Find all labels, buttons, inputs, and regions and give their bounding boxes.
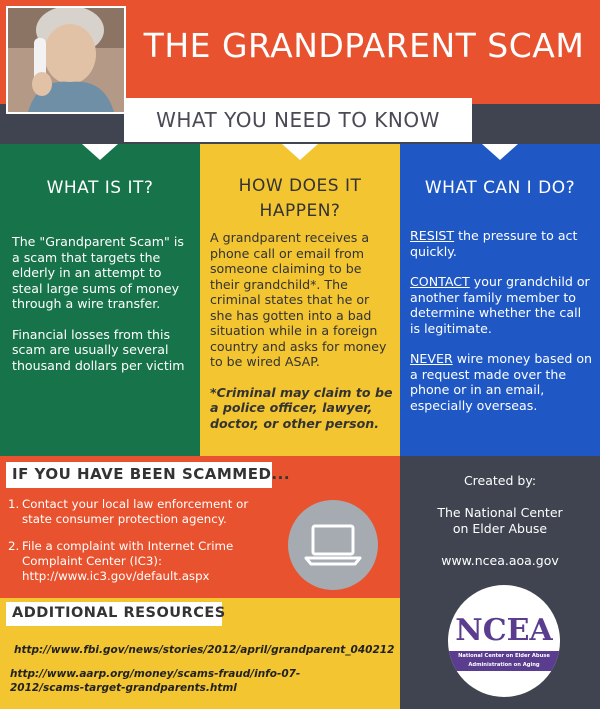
pointer-notch [482, 144, 518, 160]
what-is-it-paragraph: Financial losses from this scam are usually several thousand dollars per victim [12, 326, 185, 373]
scammed-heading: IF YOU HAVE BEEN SCAMMED... [12, 465, 291, 483]
heading-line: HAPPEN? [259, 201, 341, 221]
org-name-line: on Elder Abuse [452, 521, 548, 536]
tip-text: wire money based on a request made over the phone or in an email, especially overseas. [410, 351, 593, 413]
tip-text: the pressure to act quickly. [410, 228, 578, 259]
list-number: 2. [8, 539, 20, 553]
tip-text: your grandchild or another family member to determine whether the call is legitimate. [410, 274, 590, 336]
resources-heading: ADDITIONAL RESOURCES [12, 605, 226, 621]
how-note: *Criminal may claim to be a police officer, lawyer, doctor, or other person. [210, 384, 393, 431]
what-can-i-do-text [410, 228, 594, 428]
how-does-it-happen-heading [200, 174, 400, 224]
tip-item [410, 228, 594, 259]
list-item [8, 539, 278, 584]
org-name-line: The National Center [437, 505, 563, 520]
resource-link[interactable]: http://www.aarp.org/money/scams-fraud/info-07-2012/scams-target-grandparents.html [10, 668, 301, 694]
page-subtitle: WHAT YOU NEED TO KNOW [156, 108, 440, 132]
logo-subtext [450, 652, 558, 670]
tip-item [410, 274, 594, 336]
logo-subline: Administration on Aging [468, 662, 540, 668]
tip-keyword: CONTACT [410, 274, 470, 289]
tip-keyword: RESIST [410, 228, 455, 243]
what-is-it-text [12, 234, 192, 388]
how-does-it-happen-panel [200, 144, 400, 456]
pointer-notch [282, 144, 318, 160]
page-title: THE GRANDPARENT SCAM [143, 26, 585, 65]
what-is-it-panel [0, 144, 200, 456]
list-number: 1. [8, 497, 20, 511]
laptop-icon [288, 500, 378, 590]
ncea-logo [448, 585, 560, 697]
what-is-it-heading: WHAT IS IT? [46, 178, 154, 198]
list-text: File a complaint with Internet Crime Complaint Center (IC3): http://www.ic3.gov/default.aspx [22, 539, 234, 583]
website-link[interactable]: www.ncea.aoa.gov [441, 553, 559, 568]
elderly-woman-phone-photo [6, 6, 126, 114]
created-by-label: Created by: [463, 473, 537, 488]
what-can-i-do-heading: WHAT CAN I DO? [424, 178, 576, 198]
logo-subline: National Center on Elder Abuse [458, 653, 550, 659]
pointer-notch [82, 144, 118, 160]
resource-link[interactable]: http://www.fbi.gov/news/stories/2012/april/grandparent_040212 [14, 644, 395, 656]
what-can-i-do-panel [400, 144, 600, 456]
what-is-it-paragraph: The "Grandparent Scam" is a scam that targets the elderly in an attempt to steal large sums of money through a wire transfer. [12, 234, 184, 311]
list-text: Contact your local law enforcement or state consumer protection agency. [22, 497, 249, 526]
how-paragraph: A grandparent receives a phone call or email from someone claiming to be their grandchild*. The criminal states that he or she has gotten into a bad situation while in a foreign country and asks for money to be wired ASAP. [210, 230, 387, 369]
heading-line: HOW DOES IT [238, 176, 362, 196]
how-does-it-happen-text [210, 230, 394, 446]
scammed-list [8, 497, 278, 596]
tip-item [410, 351, 594, 413]
logo-text: NCEA [455, 613, 553, 648]
list-item [8, 497, 278, 527]
tip-keyword: NEVER [410, 351, 453, 366]
